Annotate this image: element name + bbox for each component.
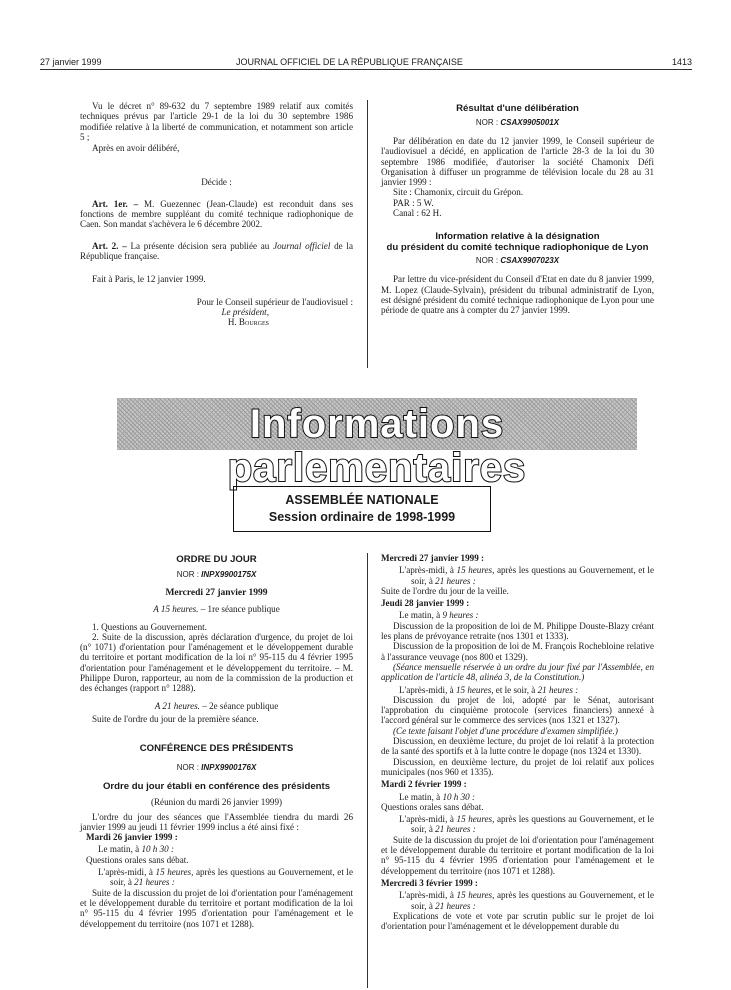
apm-hour-2: 21 heures : (134, 877, 175, 888)
suite-premiere-seance: Suite de l'ordre du jour de la première séance. (92, 713, 259, 724)
vu-paragraph: Vu le décret n° 89-632 du 7 septembre 1989 relatif aux comités techniques prévus par l'article 29-1 de la loi du 30 septembre 1986 modifiée relative à la liberté de communication, et notamment son article 5 ; (80, 101, 353, 142)
nor-4-code: INPX9900176X (201, 763, 257, 773)
apm-15-21-hour: 15 heures, (455, 684, 494, 695)
nor-2 (381, 255, 654, 266)
qos-line: Questions orales sans débat. (86, 854, 189, 865)
canal-line: Canal : 62 H. (393, 208, 442, 219)
column-divider-top (367, 100, 368, 368)
article-1-label: Art. 1er. – (92, 198, 139, 209)
seance-1-hour: A 15 heures. (153, 604, 199, 615)
banner-text: Informations parlementaires (227, 402, 527, 490)
rb-apm3-hour-2: 21 heures : (435, 900, 476, 911)
nor-2-label: NOR : (475, 256, 501, 266)
apm-15-21-a: L'après-midi, à (399, 684, 456, 695)
article-2-label: Art. 2. – (92, 240, 127, 251)
pour-le-conseil: Pour le Conseil supérieur de l'audiovisuel : (196, 296, 353, 307)
matin-1030 (80, 844, 353, 854)
article-2-text-b: de la République française. (80, 240, 353, 261)
rb-apm-hour: 15 heures, (456, 565, 495, 576)
matin-1030-hour: 10 h 30 : (141, 844, 175, 855)
site-line: Site : Chamonix, circuit du Grépon. (393, 187, 524, 198)
rb-apm3-b: après les questions au Gouvernement, et le soir, à (411, 890, 654, 911)
seance-2-hour: A 21 heures. (154, 700, 200, 711)
matin-9 (381, 610, 654, 620)
fait-a-paris: Fait à Paris, le 12 janvier 1999. (92, 274, 206, 285)
rb-apm3-a: L'après-midi, à (399, 890, 457, 901)
mercredi-27-sub: Mercredi 27 janvier 1999 : (381, 553, 485, 563)
column-divider-bottom (367, 553, 368, 988)
suite-veille: Suite de l'ordre du jour de la veille. (381, 585, 509, 596)
decide-line: Décide : (201, 177, 232, 188)
matin-1030-a: Le matin, à (98, 844, 142, 855)
apm-b: après les questions au Gouvernement, et le soir, à (110, 867, 353, 888)
rb-apm2-hour-2: 21 heures : (435, 824, 476, 835)
informations-parlementaires-banner (117, 398, 637, 490)
ordre-etabli-title: Ordre du jour établi en conférence des présidents (102, 781, 331, 793)
apm-15-21-hour-2: 21 heures : (537, 684, 579, 695)
discussion-5: Discussion, en deuxième lecture, du projet de loi relatif aux polices municipales (nos 960 et 1335). (381, 756, 654, 777)
reunion-line: (Réunion du mardi 26 janvier 1999) (150, 797, 283, 808)
rb-apm-line (381, 565, 654, 586)
apm-15-21-b: et le soir, à (493, 684, 538, 695)
signataire: H. Bourges (227, 317, 269, 328)
discussion-3: Discussion du projet de loi, adopté par le Sénat, autorisant l'approbation du cinquième protocole (services financiers) annexé à l'accord général sur le commerce des services (nos 1321 et 1327). (381, 694, 654, 726)
apm-line (80, 867, 353, 888)
seance-2 (80, 701, 353, 711)
article-1 (80, 199, 353, 230)
mardi-2-heading: Mardi 2 février 1999 : (381, 779, 467, 790)
header-journal: JOURNAL OFFICIEL DE LA RÉPUBLIQUE FRANÇAISE (236, 57, 463, 67)
article-2-text-a: La présente décision sera publiée au (126, 240, 274, 251)
mardi-26-heading: Mardi 26 janvier 1999 : (86, 832, 178, 843)
nor-3 (80, 569, 353, 580)
rb-apm-b: après les questions au Gouvernement, et le soir, à (411, 565, 654, 586)
title-resultat-deliberation: Résultat d'une délibération (456, 103, 579, 114)
seance-1-rest: – 1re séance publique (198, 604, 280, 615)
seance-mensuelle: (Séance mensuelle réservée à un ordre du jour fixé par l'Assemblée, en application de l'article 48, alinéa 3, de la Constitution.) (381, 661, 654, 683)
apm-15-21 (381, 685, 654, 695)
lordre-paragraph: L'ordre du jour des séances que l'Assemblée tiendra du mardi 26 janvier 1999 au jeudi 11 février 1999 inclus a été ainsi fixé : (80, 811, 353, 832)
rb-apm-line-2 (381, 814, 654, 835)
rb-apm2-a: L'après-midi, à (399, 814, 457, 825)
left-bottom-column (80, 554, 353, 929)
discussion-4: Discussion, en deuxième lecture, du projet de loi relatif à la protection de la santé des sportifs et à la lutte contre le dopage (nos 1324 et 1330). (381, 736, 654, 757)
rb-qos-line: Questions orales sans débat. (381, 801, 484, 812)
article-2-journal: Journal officiel (273, 240, 331, 251)
rb-apm-line-3 (381, 890, 654, 911)
matin-9-a: Le matin, à (399, 610, 443, 621)
title-information-designation: Information relative à la désignation (435, 231, 600, 243)
rb-apm2-b: après les questions au Gouvernement, et le soir, à (411, 814, 654, 835)
rb-matin-1030 (381, 792, 654, 802)
discussion-2: Discussion de la proposition de loi de M. François Rochebloine relative à l'assurance veuvage (nos 800 et 1329). (381, 641, 654, 662)
nor-3-code: INPX9900175X (201, 570, 257, 579)
article-1-text: M. Guezennec (Jean-Claude) est reconduit dans ses fonctions de membre suppléant du comité technique radiophonique de Caen. Son mandat s'achèvera le 6 décembre 2002. (80, 198, 354, 230)
rb-apm-a: L'après-midi, à (399, 565, 457, 576)
session-title: Session ordinaire de 1998-1999 (268, 510, 456, 524)
header-date: 27 janvier 1999 (40, 57, 102, 67)
ordre-du-jour-title: ORDRE DU JOUR (176, 554, 257, 565)
nor-1-code: CSAX9905001X (500, 118, 560, 127)
rb-matin-1030-hour: 10 h 30 : (442, 791, 476, 802)
par-lettre: Par lettre du vice-président du Conseil d'Etat en date du 8 janvier 1999, M. Lopez (Claude-Sylvain), président du tribunal administratif de Lyon, est désigné président du comité technique radiophonique de Lyon pour une période de quatre ans à compter du 27 janvier 1999. (381, 274, 654, 316)
discussion-1: Discussion de la proposition de loi de M. Philippe Douste-Blazy créant les plans de prévoyance retraite (nos 1301 et 1333). (381, 620, 654, 642)
seance-2-rest: – 2e séance publique (199, 700, 279, 711)
mercredi-3-heading: Mercredi 3 février 1999 : (381, 877, 478, 888)
nor-4-label: NOR : (176, 763, 202, 773)
mercredi-27-heading: Mercredi 27 janvier 1999 (165, 588, 268, 598)
suite-discussion: Suite de la discussion du projet de loi d'orientation pour l'aménagement et le développement durable du territoire et portant modification de la loi n° 95-115 du 4 février 1995 d'orientation pour l'aménagement et le développement du territoire (nos 1071 et 1288). (80, 887, 353, 929)
rb-apm-hour-2: 21 heures : (435, 575, 476, 586)
assemblee-title: ASSEMBLÉE NATIONALE (285, 493, 439, 507)
suite-discussion-2: Suite de la discussion du projet de loi d'orientation pour l'aménagement et le développement durable du territoire et portant modification de la loi n° 95-115 du 4 février 1995 d'orientation pour l'aménagement et le développement du territoire (nos 1071 et 1288). (381, 834, 654, 876)
jeudi-28-heading: Jeudi 28 janvier 1999 : (381, 598, 470, 609)
item-2: 2. Suite de la discussion, après déclaration d'urgence, du projet de loi (n° 1071) d'orientation pour l'aménagement et le développement durable du territoire et portant modification de la loi n° 95-115 du 4 février 1995 d'orientation pour l'aménagement et le développement du territoire. – M. Philippe Duron, rapporteur, au nom de la commission de la production et des échanges (rapport n° 1288). (80, 631, 353, 694)
nor-3-label: NOR : (176, 570, 202, 579)
le-president: Le président, (221, 306, 269, 317)
rb-apm2-hour: 15 heures, (456, 814, 495, 825)
right-top-column (381, 103, 654, 316)
rb-matin-1030-a: Le matin, à (399, 791, 443, 802)
assemblee-nationale-box (233, 486, 491, 532)
apres-paragraph: Après en avoir délibéré, (92, 143, 180, 154)
apm-hour: 15 heures, (155, 867, 194, 878)
left-top-column (80, 101, 353, 327)
header-page-number: 1413 (671, 57, 692, 67)
explications-vote: Explications de vote et vote par scrutin public sur le projet de loi d'orientation pour l'aménagement et le développement durable du (381, 910, 654, 932)
right-bottom-column (381, 553, 654, 931)
nor-2-code: CSAX9907023X (500, 256, 560, 266)
seance-1 (80, 604, 353, 614)
nor-1-label: NOR : (475, 118, 501, 127)
par-line: PAR : 5 W. (393, 197, 434, 208)
rb-apm3-hour: 15 heures, (456, 890, 495, 901)
matin-9-hour: 9 heures : (442, 610, 479, 621)
header-rule (40, 69, 692, 70)
nor-4 (80, 762, 353, 773)
title-information-designation-2: du président du comité technique radiophonique de Lyon (386, 242, 649, 254)
ce-texte: (Ce texte faisant l'objet d'une procédure d'examen simplifiée.) (393, 725, 618, 736)
apm-a: L'après-midi, à (98, 867, 156, 878)
par-deliberation: Par délibération en date du 12 janvier 1999, le Conseil supérieur de l'audiovisuel a décidé, en application de l'article 28-3 de la loi du 30 septembre 1986 modifiée, d'autoriser la société Chamonix Défi Organisation à diffuser un programme de télévision locale du 28 au 31 janvier 1999 : (381, 136, 654, 188)
conference-presidents-title: CONFÉRENCE DES PRÉSIDENTS (139, 743, 294, 755)
nor-1 (381, 117, 654, 128)
item-1: 1. Questions au Gouvernement. (92, 621, 207, 632)
article-2 (80, 241, 353, 262)
